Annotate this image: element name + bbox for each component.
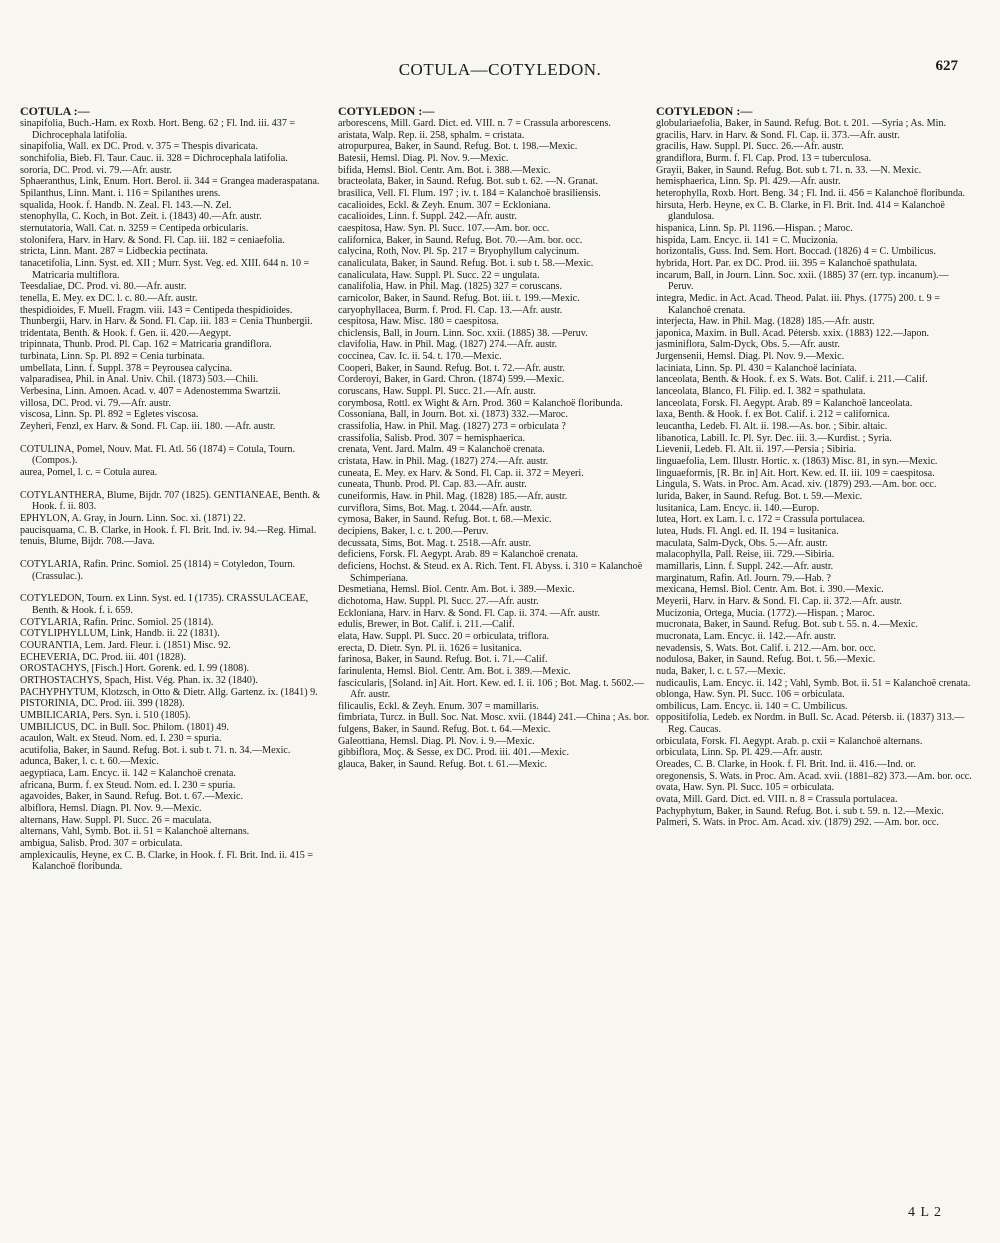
index-entry: cuneata, Thunb. Prod. Pl. Cap. 83.—Afr. austr. — [338, 479, 527, 491]
entry-gap — [20, 479, 330, 490]
index-entry: fulgens, Baker, in Saund. Refug. Bot. t. 64.—Mexic. — [338, 724, 551, 736]
index-entry: leucantha, Ledeb. Fl. Alt. ii. 198.—As. bor. ; Sibir. altaic. — [656, 421, 888, 433]
index-entry: tenuis, Blume, Bijdr. 708.—Java. — [20, 536, 155, 548]
index-entry: mucronata, Lam. Encyc. ii. 142.—Afr. austr. — [656, 630, 836, 642]
index-entry: deficiens, Forsk. Fl. Aegypt. Arab. 89 = Kalanchoë crenata. — [338, 549, 579, 561]
index-entry: oblonga, Haw. Syn. Pl. Succ. 106 = orbiculata. — [656, 689, 845, 701]
index-entry: nodulosa, Baker, in Saund. Refug. Bot. t. 56.—Mexic. — [656, 654, 876, 666]
index-entry: Batesii, Hemsl. Diag. Pl. Nov. 9.—Mexic. — [338, 152, 509, 164]
index-entry: californica, Baker, in Saund. Refug. Bot. 70.—Am. bor. occ. — [338, 234, 583, 246]
index-entry: decipiens, Baker, l. c. t. 200.—Peruv. — [338, 525, 489, 537]
index-entry: valparadisea, Phil. in Anal. Univ. Chil. (1873) 503.—Chili. — [20, 374, 259, 386]
index-entry: cespitosa, Haw. Misc. 180 = caespitosa. — [338, 316, 499, 328]
index-entry: nuda, Baker, l. c. t. 57.—Mexic. — [656, 665, 786, 677]
index-entry: cuneata, E. Mey. ex Harv. & Sond. Fl. Cap. ii. 372 = Meyeri. — [338, 467, 584, 479]
text-column-3 — [656, 104, 974, 829]
index-entry: coruscans, Haw. Suppl. Pl. Succ. 21.—Afr. austr. — [338, 386, 536, 398]
column-heading: COTULA :— — [20, 104, 90, 118]
index-entry: Lievenii, Ledeb. Fl. Alt. ii. 197.—Persia ; Sibiria. — [656, 444, 857, 456]
index-entry: Oreades, C. B. Clarke, in Hook. f. Fl. Brit. Ind. ii. 416.—Ind. or. — [656, 759, 916, 771]
index-entry: Thunbergii, Harv. in Harv. & Sond. Fl. Cap. iii. 183 = Cenia Thunbergii. — [20, 316, 313, 328]
index-entry: Spilanthus, Linn. Mant. i. 116 = Spilanthes urens. — [20, 187, 221, 199]
index-entry: libanotica, Labill. Ic. Pl. Syr. Dec. iii. 3.—Kurdist. ; Syria. — [656, 432, 892, 444]
index-entry: aurea, Pomel, l. c. = Cotula aurea. — [20, 467, 158, 479]
index-entry: hemisphaerica, Linn. Sp. Pl. 429.—Afr. austr. — [656, 176, 841, 188]
index-entry: curviflora, Sims, Bot. Mag. t. 2044.—Afr. austr. — [338, 502, 533, 514]
entry-gap — [20, 433, 330, 444]
index-entry: Cossoniana, Ball, in Journ. Bot. xi. (1873) 332.—Maroc. — [338, 409, 568, 421]
index-entry: sinapifolia, Buch.-Ham. ex Roxb. Hort. Beng. 62 ; Fl. Ind. iii. 437 = Dichrocephala latifolia. — [20, 118, 296, 141]
index-entry: ovata, Haw. Syn. Pl. Succ. 105 = orbiculata. — [656, 782, 835, 794]
index-entry: paucisquama, C. B. Clarke, in Hook. f. Fl. Brit. Ind. iv. 94.—Reg. Himal. — [20, 524, 317, 536]
index-entry: lurida, Baker, in Saund. Refug. Bot. t. 59.—Mexic. — [656, 491, 863, 502]
index-entry: viscosa, Linn. Sp. Pl. 892 = Egletes viscosa. — [20, 409, 199, 421]
index-entry: dichotoma, Haw. Suppl. Pl. Succ. 27.—Afr. austr. — [338, 595, 539, 607]
index-entry: PACHYPHYTUM, Klotzsch, in Otto & Dietr. Allg. Gartenz. ix. (1841) 9. — [20, 686, 318, 698]
index-entry: integra, Medic. in Act. Acad. Theod. Palat. iii. Phys. (1775) 200. t. 9 = Kalanchoë crenata. — [656, 292, 940, 316]
index-entry: canaliculata, Haw. Suppl. Pl. Succ. 22 = ungulata. — [338, 269, 540, 281]
index-entry: Sphaeranthus, Link, Enum. Hort. Berol. ii. 344 = Grangea maderaspatana. — [20, 176, 320, 188]
index-entry: acutifolia, Baker, in Saund. Refug. Bot. i. sub t. 71. n. 34.—Mexic. — [20, 744, 291, 756]
index-entry: cuneiformis, Haw. in Phil. Mag. (1828) 185.—Afr. austr. — [338, 491, 568, 502]
index-entry: brasilica, Vell. Fl. Flum. 197 ; iv. t. 184 = Kalanchoë brasiliensis. — [338, 187, 601, 199]
index-entry: africana, Burm. f. ex Steud. Nom. ed. I. 230 = spuria. — [20, 779, 236, 791]
index-entry: acaulon, Walt. ex Steud. Nom. ed. I. 230 = spuria. — [20, 733, 222, 745]
index-entry: villosa, DC. Prod. vi. 79.—Afr. austr. — [20, 397, 171, 409]
index-entry: caespitosa, Haw. Syn. Pl. Succ. 107.—Am. bor. occ. — [338, 222, 550, 234]
index-entry: crassifolia, Salisb. Prod. 307 = hemisphaerica. — [338, 432, 526, 444]
index-entry: laxa, Benth. & Hook. f. ex Bot. Calif. i. 212 = californica. — [656, 409, 890, 421]
index-entry: nevadensis, S. Wats. Bot. Calif. i. 212.—Am. bor. occ. — [656, 642, 876, 654]
signature-mark: 4 L 2 — [907, 1205, 942, 1220]
index-entry: coccinea, Cav. Ic. ii. 54. t. 170.—Mexic. — [338, 351, 502, 363]
index-entry: tripinnata, Thunb. Prod. Pl. Cap. 162 = Matricaria grandiflora. — [20, 339, 272, 351]
column-heading: COTYLEDON :— — [338, 104, 435, 118]
index-entry: lanceolata, Forsk. Fl. Aegypt. Arab. 89 = Kalanchoë lanceolata. — [656, 397, 913, 409]
index-entry: laciniata, Linn. Sp. Pl. 430 = Kalanchoë laciniata. — [656, 362, 857, 374]
entry-gap — [20, 548, 330, 559]
index-entry: chiclensis, Ball, in Journ. Linn. Soc. xxii. (1885) 38. —Peruv. — [338, 327, 588, 339]
index-entry: Jurgensenii, Hemsl. Diag. Pl. Nov. 9.—Mexic. — [656, 351, 845, 363]
index-entry: mexicana, Hemsl. Biol. Centr. Am. Bot. i. 390.—Mexic. — [656, 584, 884, 596]
index-entry: Palmeri, S. Wats. in Proc. Am. Acad. xiv. (1879) 292. —Am. bor. occ. — [656, 817, 939, 829]
index-entry: turbinata, Linn. Sp. Pl. 892 = Cenia turbinata. — [20, 351, 205, 363]
index-entry: UMBILICARIA, Pers. Syn. i. 510 (1805). — [20, 709, 191, 721]
index-entry: maculata, Salm-Dyck, Obs. 5.—Afr. austr. — [656, 537, 828, 549]
index-entry: tanacetifolia, Linn. Syst. ed. XII ; Murr. Syst. Veg. ed. XIII. 644 n. 10 = Matricaria multiflora. — [20, 257, 310, 281]
index-entry: oppositifolia, Ledeb. ex Nordm. in Bull. Sc. Acad. Pétersb. ii. (1837) 313.—Reg. Caucas. — [656, 712, 965, 736]
index-entry: COTYLARIA, Rafin. Princ. Somiol. 25 (1814). — [20, 616, 214, 628]
index-entry: orbiculata, Linn. Sp. Pl. 429.—Afr. austr. — [656, 747, 823, 759]
index-entry: Galeottiana, Hemsl. Diag. Pl. Nov. i. 9.—Mexic. — [338, 735, 535, 747]
index-entry: ECHEVERIA, DC. Prod. iii. 401 (1828). — [20, 651, 186, 663]
index-entry: fascicularis, [Soland. in] Ait. Hort. Kew. ed. I. ii. 106 ; Bot. Mag. t. 5602.—Afr. austr. — [338, 677, 645, 701]
index-entry: cacalioides, Linn. f. Suppl. 242.—Afr. austr. — [338, 211, 517, 223]
index-entry: calycina, Roth, Nov. Pl. Sp. 217 = Bryophyllum calycinum. — [338, 246, 580, 258]
index-entry: hispanica, Linn. Sp. Pl. 1196.—Hispan. ; Maroc. — [656, 222, 853, 234]
index-entry: umbellata, Linn. f. Suppl. 378 = Peyrousea calycina. — [20, 362, 233, 374]
index-entry: aristata, Walp. Rep. ii. 258, sphalm. = cristata. — [338, 129, 525, 141]
index-entry: amplexicaulis, Heyne, ex C. B. Clarke, in Hook. f. Fl. Brit. Ind. ii. 415 = Kalanchoë floribunda. — [20, 849, 314, 873]
index-entry: crassifolia, Haw. in Phil. Mag. (1827) 273 = orbiculata ? — [338, 421, 566, 433]
index-entry: ombilicus, Lam. Encyc. ii. 140 = C. Umbilicus. — [656, 700, 848, 712]
index-entry: filicaulis, Eckl. & Zeyh. Enum. 307 = mamillaris. — [338, 700, 539, 712]
index-entry: tenella, E. Mey. ex DC. l. c. 80.—Afr. austr. — [20, 292, 198, 304]
page-header — [0, 58, 1000, 88]
index-entry: gracilis, Haw. Suppl. Pl. Succ. 26.—Afr. austr. — [656, 141, 844, 153]
index-entry: aegyptiaca, Lam. Encyc. ii. 142 = Kalanchoë crenata. — [20, 768, 236, 780]
index-entry: farinosa, Baker, in Saund. Refug. Bot. i. 71.—Calif. — [338, 654, 548, 666]
index-entry: alternans, Vahl, Symb. Bot. ii. 51 = Kalanchoë alternans. — [20, 826, 250, 838]
index-entry: lutea, Hort. ex Lam. l. c. 172 = Crassula portulacea. — [656, 514, 865, 526]
index-entry: bifida, Hemsl. Biol. Centr. Am. Bot. i. 388.—Mexic. — [338, 164, 551, 176]
index-entry: squalida, Hook. f. Handb. N. Zeal. Fl. 143.—N. Zel. — [20, 199, 232, 211]
index-entry: caryophyllacea, Burm. f. Prod. Fl. Cap. 13.—Afr. austr. — [338, 304, 563, 316]
index-entry: EPHYLON, A. Gray, in Journ. Linn. Soc. xi. (1871) 22. — [20, 513, 246, 524]
index-entry: Corderoyi, Baker, in Gard. Chron. (1874) 599.—Mexic. — [338, 374, 565, 386]
index-entry: malacophylla, Pall. Reise, iii. 729.—Sibiria. — [656, 549, 835, 561]
index-entry: fimbriata, Turcz. in Bull. Soc. Nat. Mosc. xvii. (1844) 241.—China ; As. bor. — [338, 712, 650, 724]
index-entry: PISTORINIA, DC. Prod. iii. 399 (1828). — [20, 698, 185, 710]
index-entry: Eckloniana, Harv. in Harv. & Sond. Fl. Cap. ii. 374. —Afr. austr. — [338, 607, 600, 619]
index-entry: marginatum, Rafin. Atl. Journ. 79.—Hab. ? — [656, 572, 832, 584]
index-entry: COTULINA, Pomel, Nouv. Mat. Fl. Atl. 56 (1874) = Cotula, Tourn. (Compos.). — [20, 443, 295, 467]
running-head: COTULA—COTYLEDON. — [398, 60, 602, 79]
index-entry: gracilis, Harv. in Harv. & Sond. Fl. Cap. ii. 373.—Afr. austr. — [656, 129, 900, 141]
index-entry: COTYLEDON, Tourn. ex Linn. Syst. ed. I (1735). CRASSULACEAE, Benth. & Hook. f. i. 659. — [20, 593, 309, 616]
index-entry: Cooperi, Baker, in Saund. Refug. Bot. t. 72.—Afr. austr. — [338, 362, 565, 374]
index-entry: canalifolia, Haw. in Phil. Mag. (1825) 327 = coruscans. — [338, 281, 562, 293]
index-entry: alternans, Haw. Suppl. Pl. Succ. 26 = maculata. — [20, 814, 212, 826]
index-entry: hybrida, Hort. Par. ex DC. Prod. iii. 395 = Kalanchoë spathulata. — [656, 257, 918, 269]
index-entry: thespidioides, F. Muell. Fragm. viii. 143 = Centipeda thespidioides. — [20, 304, 293, 316]
index-entry: farinulenta, Hemsl. Biol. Centr. Am. Bot. i. 389.—Mexic. — [338, 665, 571, 677]
index-entry: UMBILICUS, DC. in Bull. Soc. Philom. (1801) 49. — [20, 721, 229, 733]
index-entry: globulariaefolia, Baker, in Saund. Refug. Bot. t. 201. —Syria ; As. Min. — [656, 118, 947, 129]
index-entry: sonchifolia, Bieb. Fl. Taur. Cauc. ii. 328 = Dichrocephala latifolia. — [20, 152, 288, 164]
index-entry: interjecta, Haw. in Phil. Mag. (1828) 185.—Afr. austr. — [656, 316, 875, 328]
index-entry: sinapifolia, Wall. ex DC. Prod. v. 375 = Thespis divaricata. — [20, 141, 258, 153]
index-entry: gibbiflora, Moç. & Sesse, ex DC. Prod. iii. 401.—Mexic. — [338, 747, 570, 759]
index-entry: Pachyphytum, Baker, in Saund. Refug. Bot. i. sub t. 59. n. 12.—Mexic. — [656, 805, 944, 817]
index-entry: lusitanica, Lam. Encyc. ii. 140.—Europ. — [656, 502, 820, 514]
index-entry: mucronata, Baker, in Saund. Refug. Bot. sub t. 55. n. 4.—Mexic. — [656, 619, 918, 631]
index-entry: cymosa, Baker, in Saund. Refug. Bot. t. 68.—Mexic. — [338, 514, 552, 526]
index-entry: clavifolia, Haw. in Phil. Mag. (1827) 274.—Afr. austr. — [338, 339, 558, 351]
index-entry: albiflora, Hemsl. Diagn. Pl. Nov. 9.—Mexic. — [20, 803, 202, 815]
index-entry: cacalioides, Eckl. & Zeyh. Enum. 307 = Eckloniana. — [338, 199, 551, 211]
index-entry: agavoides, Baker, in Saund. Refug. Bot. t. 67.—Mexic. — [20, 791, 244, 803]
page-number: 627 — [935, 58, 958, 74]
index-entry: corymbosa, Rottl. ex Wight & Arn. Prod. 360 = Kalanchoë floribunda. — [338, 397, 623, 409]
index-entry: adunca, Baker, l. c. t. 60.—Mexic. — [20, 756, 159, 768]
index-entry: deficiens, Hochst. & Steud. ex A. Rich. Tent. Fl. Abyss. i. 310 = Kalanchoë Schimperiana. — [338, 560, 643, 584]
index-entry: COURANTIA, Lem. Jard. Fleur. i. (1851) Misc. 92. — [20, 639, 231, 651]
index-entry: linguaefolia, Lem. Illustr. Hortic. x. (1863) Misc. 81, in syn.—Mexic. — [656, 456, 938, 468]
index-entry: jasminiflora, Salm-Dyck, Obs. 5.—Afr. austr. — [656, 339, 840, 351]
index-entry: OROSTACHYS, [Fisch.] Hort. Gorenk. ed. I. 99 (1808). — [20, 663, 250, 675]
index-entry: stolonifera, Harv. in Harv. & Sond. Fl. Cap. iii. 182 = ceniaefolia. — [20, 234, 285, 246]
index-entry: COTYLIPHYLLUM, Link, Handb. ii. 22 (1831). — [20, 628, 220, 640]
index-entry: lutea, Huds. Fl. Angl. ed. II. 194 = lusitanica. — [656, 525, 839, 537]
index-entry: erecta, D. Dietr. Syn. Pl. ii. 1626 = lusitanica. — [338, 642, 522, 654]
index-entry: Grayii, Baker, in Saund. Refug. Bot. sub t. 71. n. 33. —N. Mexic. — [656, 164, 922, 176]
index-entry: linguaeformis, [R. Br. in] Ait. Hort. Kew. ed. II. iii. 109 = caespitosa. — [656, 467, 935, 479]
index-entry: heterophylla, Roxb. Hort. Beng. 34 ; Fl. Ind. ii. 456 = Kalanchoë floribunda. — [656, 187, 966, 199]
index-entry: stenophylla, C. Koch, in Bot. Zeit. i. (1843) 40.—Afr. austr. — [20, 211, 262, 223]
index-entry: glauca, Baker, in Saund. Refug. Bot. t. 61.—Mexic. — [338, 759, 548, 771]
index-entry: Lingula, S. Wats. in Proc. Am. Acad. xiv. (1879) 293.—Am. bor. occ. — [656, 479, 937, 491]
entry-gap — [20, 582, 330, 593]
index-entry: Meyerii, Harv. in Harv. & Sond. Fl. Cap. ii. 372.—Afr. austr. — [656, 595, 902, 607]
index-entry: bracteolata, Baker, in Saund. Refug. Bot. sub t. 62. —N. Granat. — [338, 176, 599, 188]
index-entry: cristata, Haw. in Phil. Mag. (1827) 274.—Afr. austr. — [338, 456, 549, 468]
index-entry: tridentata, Benth. & Hook. f. Gen. ii. 420.—Aegypt. — [20, 327, 232, 339]
index-entry: canaliculata, Baker, in Saund. Refug. Bot. i. sub t. 58.—Mexic. — [338, 257, 594, 269]
index-entry: ambigua, Salisb. Prod. 307 = orbiculata. — [20, 838, 183, 850]
index-entry: Mucizonia, Ortega, Mucia. (1772).—Hispan. ; Maroc. — [656, 607, 875, 619]
index-entry: sororia, DC. Prod. vi. 79.—Afr. austr. — [20, 164, 172, 176]
index-entry: COTYLANTHERA, Blume, Bijdr. 707 (1825). GENTIANEAE, Benth. & Hook. f. ii. 803. — [20, 489, 321, 513]
index-entry: horizontalis, Guss. Ind. Sem. Hort. Boccad. (1826) 4 = C. Umbilicus. — [656, 246, 936, 258]
index-entry: oregonensis, S. Wats. in Proc. Am. Acad. xvii. (1881–82) 373.—Am. bor. occ. — [656, 770, 972, 782]
index-entry: carnicolor, Baker, in Saund. Refug. Bot. iii. t. 199.—Mexic. — [338, 292, 580, 304]
index-entry: stricta, Linn. Mant. 287 = Lidbeckia pectinata. — [20, 246, 208, 258]
index-entry: japonica, Maxim. in Bull. Acad. Pétersb. xxix. (1883) 122.—Japon. — [656, 327, 930, 339]
index-entry: Desmetiana, Hemsl. Biol. Centr. Am. Bot. i. 389.—Mexic. — [338, 584, 575, 596]
index-entry: arborescens, Mill. Gard. Dict. ed. VIII. n. 7 = Crassula arborescens. — [338, 118, 611, 129]
index-entry: incarum, Ball, in Journ. Linn. Soc. xxii. (1885) 37 (err. typ. incanum).—Peruv. — [656, 269, 949, 293]
index-entry: lanceolata, Blanco, Fl. Filip. ed. I. 382 = spathulata. — [656, 386, 866, 398]
index-entry: elata, Haw. Suppl. Pl. Succ. 20 = orbiculata, triflora. — [338, 630, 550, 642]
index-entry: crenata, Vent. Jard. Malm. 49 = Kalanchoë crenata. — [338, 444, 545, 456]
index-entry: ORTHOSTACHYS, Spach, Hist. Vég. Phan. ix. 32 (1840). — [20, 674, 258, 686]
index-entry: hispida, Lam. Encyc. ii. 141 = C. Mucizonia. — [656, 234, 839, 246]
index-entry: hirsuta, Herb. Heyne, ex C. B. Clarke, in Fl. Brit. Ind. 414 = Kalanchoë glandulosa. — [656, 199, 945, 223]
index-entry: orbiculata, Forsk. Fl. Aegypt. Arab. p. cxii = Kalanchoë alternans. — [656, 735, 923, 747]
index-entry: atropurpurea, Baker, in Saund. Refug. Bot. t. 198.—Mexic. — [338, 141, 578, 153]
index-entry: mamillaris, Linn. f. Suppl. 242.—Afr. austr. — [656, 560, 834, 572]
index-entry: nudicaulis, Lam. Encyc. ii. 142 ; Vahl, Symb. Bot. ii. 51 = Kalanchoë crenata. — [656, 677, 971, 689]
text-column-2 — [338, 104, 650, 771]
column-heading: COTYLEDON :— — [656, 104, 753, 118]
index-entry: Teesdaliae, DC. Prod. vi. 80.—Afr. austr. — [20, 281, 187, 293]
text-column-1 — [20, 104, 330, 873]
index-entry: edulis, Brewer, in Bot. Calif. i. 211.—Calif. — [338, 619, 515, 631]
index-entry: lanceolata, Benth. & Hook. f. ex S. Wats. Bot. Calif. i. 211.—Calif. — [656, 374, 928, 386]
index-entry: Verbesina, Linn. Amoen. Acad. v. 407 = Adenostemma Swartzii. — [20, 386, 281, 398]
index-entry: grandiflora, Burm. f. Fl. Cap. Prod. 13 = tuberculosa. — [656, 152, 872, 164]
index-entry: Zeyheri, Fenzl, ex Harv. & Sond. Fl. Cap. iii. 180. —Afr. austr. — [20, 421, 276, 433]
index-entry: decussata, Sims, Bot. Mag. t. 2518.—Afr. austr. — [338, 537, 531, 549]
index-entry: ovata, Mill. Gard. Dict. ed. VIII. n. 8 = Crassula portulacea. — [656, 794, 898, 806]
index-entry: sternutatoria, Wall. Cat. n. 3259 = Centipeda orbicularis. — [20, 222, 249, 234]
index-entry: COTYLARIA, Rafin. Princ. Somiol. 25 (1814) = Cotyledon, Tourn. (Crassulac.). — [20, 558, 296, 582]
